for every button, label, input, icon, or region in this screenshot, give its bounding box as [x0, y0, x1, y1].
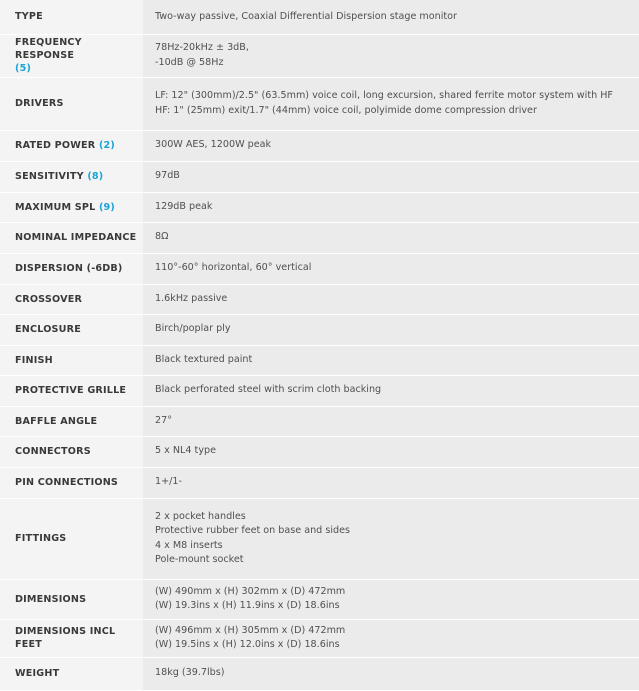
spec-label: TYPE	[0, 0, 143, 34]
spec-label: DRIVERS	[0, 77, 143, 130]
spec-row-finish	[0, 345, 639, 375]
spec-row-pin-connections	[0, 467, 639, 498]
spec-label: CROSSOVER	[0, 284, 143, 314]
spec-value: 300W AES, 1200W peak	[143, 130, 639, 161]
spec-label: PIN CONNECTIONS	[0, 467, 143, 498]
spec-row-sensitivity	[0, 161, 639, 192]
spec-value: 97dB	[143, 161, 639, 192]
spec-label: FINISH	[0, 345, 143, 375]
spec-row-drivers	[0, 77, 639, 130]
footnote-reference: (8)	[87, 171, 104, 182]
spec-value: Black textured paint	[143, 345, 639, 375]
spec-value: LF: 12" (300mm)/2.5" (63.5mm) voice coil, long excursion, shared ferrite motor system with HF HF: 1" (25mm) exit/1.7" (44mm) voice coil, polyimide dome compression driver	[143, 77, 639, 130]
footnote-reference: (2)	[98, 140, 115, 151]
spec-value: Birch/poplar ply	[143, 314, 639, 345]
spec-value: (W) 496mm x (H) 305mm x (D) 472mm (W) 19.5ins x (H) 12.0ins x (D) 18.6ins	[143, 619, 639, 657]
spec-label: RATED POWER (2)	[0, 130, 143, 161]
spec-value: 1.6kHz passive	[143, 284, 639, 314]
footnote-reference: (5)	[15, 63, 32, 74]
spec-label: DIMENSIONS	[0, 579, 143, 619]
spec-label: DIMENSIONS INCL FEET	[0, 619, 143, 657]
spec-label: NOMINAL IMPEDANCE	[0, 222, 143, 253]
spec-label: CONNECTORS	[0, 436, 143, 467]
spec-value: Two-way passive, Coaxial Differential Dispersion stage monitor	[143, 0, 639, 34]
spec-label: MAXIMUM SPL (9)	[0, 192, 143, 222]
spec-value: 2 x pocket handles Protective rubber feet on base and sides 4 x M8 inserts Pole-mount socket	[143, 498, 639, 579]
spec-row-enclosure	[0, 314, 639, 345]
spec-label: FREQUENCY RESPONSE (5)	[0, 34, 143, 77]
footnote-reference: (9)	[98, 201, 116, 213]
spec-row-maximum-spl	[0, 192, 639, 222]
spec-row-weight	[0, 657, 639, 690]
spec-value: 27°	[143, 406, 639, 436]
spec-row-frequency-response	[0, 34, 639, 77]
spec-row-fittings	[0, 498, 639, 579]
spec-row-dispersion	[0, 253, 639, 284]
spec-row-nominal-impedance	[0, 222, 639, 253]
spec-label: BAFFLE ANGLE	[0, 406, 143, 436]
spec-label: SENSITIVITY (8)	[0, 161, 143, 192]
spec-row-rated-power	[0, 130, 639, 161]
spec-value: 5 x NL4 type	[143, 436, 639, 467]
spec-row-baffle-angle	[0, 406, 639, 436]
spec-label: WEIGHT	[0, 657, 143, 690]
spec-value: 8Ω	[143, 222, 639, 253]
spec-label: ENCLOSURE	[0, 314, 143, 345]
spec-row-dimensions-incl-feet	[0, 619, 639, 657]
spec-label: FITTINGS	[0, 498, 143, 579]
spec-value: Black perforated steel with scrim cloth backing	[143, 375, 639, 406]
spec-value: 1+/1-	[143, 467, 639, 498]
spec-row-connectors	[0, 436, 639, 467]
spec-row-dimensions	[0, 579, 639, 619]
spec-value: 78Hz-20kHz ± 3dB, -10dB @ 58Hz	[143, 34, 639, 77]
spec-label: PROTECTIVE GRILLE	[0, 375, 143, 406]
spec-row-type	[0, 0, 639, 34]
spec-value: (W) 490mm x (H) 302mm x (D) 472mm (W) 19.3ins x (H) 11.9ins x (D) 18.6ins	[143, 579, 639, 619]
spec-label: DISPERSION (-6DB)	[0, 253, 143, 284]
spec-row-protective-grille	[0, 375, 639, 406]
spec-value: 129dB peak	[143, 192, 639, 222]
spec-value: 110°-60° horizontal, 60° vertical	[143, 253, 639, 284]
spec-row-crossover	[0, 284, 639, 314]
spec-value: 18kg (39.7lbs)	[143, 657, 639, 690]
